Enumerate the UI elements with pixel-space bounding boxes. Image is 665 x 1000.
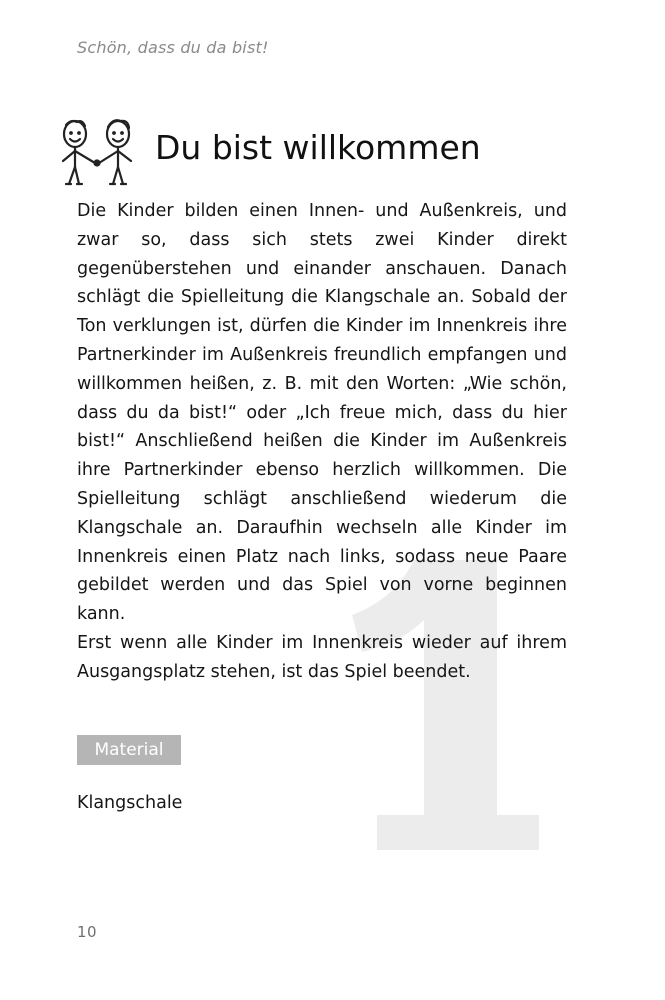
page-number: 10 [77,923,98,941]
instruction-paragraph: Die Kinder bilden einen Innen- und Außenkreis, und zwar so, dass sich stets zwei Kinder direkt gegenüberstehen und einander anschauen. Danach schlägt die Spielleitung die Klangschale an. Sobald der Ton verklungen ist, dürfen die Kinder im Innenkreis ihre Partnerkinder im Außenkreis freundlich empfangen und willkommen heißen, z. B. mit den Worten: „Wie schön, dass du da bist!“ oder „Ich freue mich, dass du hier bist!“ Anschließend heißen die Kinder im Außenkreis ihre Partnerkinder ebenso herzlich willkommen. Die Spielleitung schlägt anschließend wiederum die Klangschale an. Daraufhin wechseln alle Kinder im Innenkreis einen Platz nach links, sodass neue Paare gebildet werden und das Spiel von vorne beginnen kann. [77,201,567,625]
running-head: Schön, dass du da bist! [77,38,269,57]
game-header [55,117,595,192]
two-children-holding-hands-icon [55,117,141,189]
material-label: Material [77,735,181,765]
game-title: Du bist willkommen [155,128,481,167]
game-description [77,197,567,687]
material-item: Klangschale [77,793,183,813]
instruction-paragraph: Erst wenn alle Kinder im Innenkreis wieder auf ihrem Ausgangsplatz stehen, ist das Spiel beendet. [77,632,567,682]
